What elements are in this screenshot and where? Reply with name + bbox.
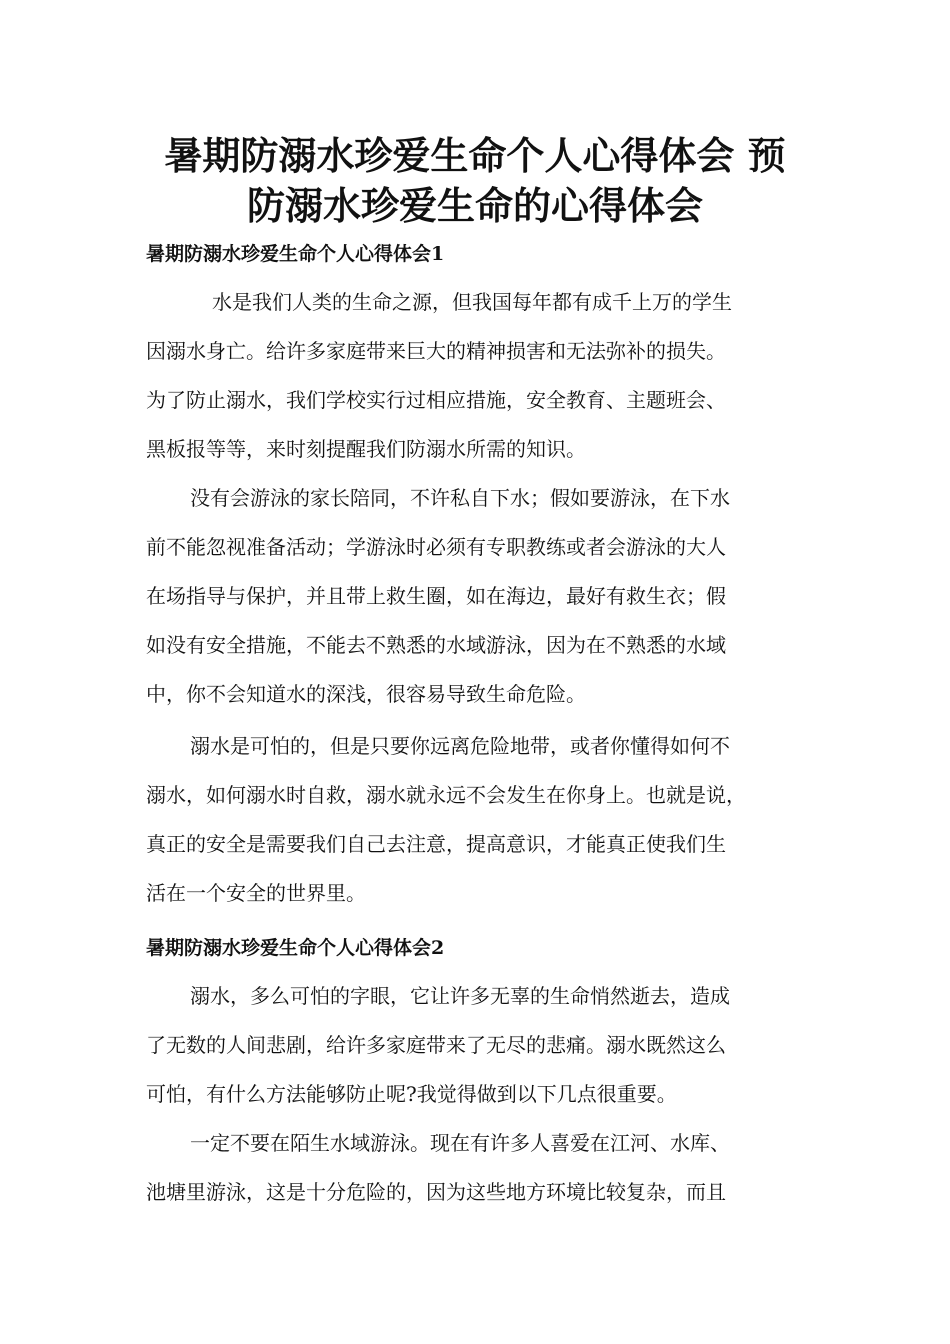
paragraph-line: 溺水，多么可怕的字眼，它让许多无辜的生命悄然逝去，造成 (190, 984, 730, 1008)
paragraph (146, 1119, 816, 1217)
paragraph-line: 溺水，如何溺水时自救，溺水就永远不会发生在你身上。也就是说， (146, 783, 746, 807)
section-heading: 暑期防溺水珍爱生命个人心得体会1 (146, 243, 445, 265)
paragraph-line: 中，你不会知道水的深浅，很容易导致生命危险。 (146, 682, 586, 706)
paragraph-line: 如没有安全措施，不能去不熟悉的水域游泳，因为在不熟悉的水域 (146, 633, 726, 657)
paragraph-line: 可怕，有什么方法能够防止呢?我觉得做到以下几点很重要。 (146, 1082, 677, 1106)
paragraph-line: 在场指导与保护，并且带上救生圈，如在海边，最好有救生衣；假 (146, 584, 726, 608)
paragraph-line: 因溺水身亡。给许多家庭带来巨大的精神损害和无法弥补的损失。 (146, 339, 726, 363)
paragraph-line: 水是我们人类的生命之源，但我国每年都有成千上万的学生 (212, 290, 732, 314)
paragraph (146, 474, 816, 719)
paragraph (146, 278, 816, 474)
paragraph-line: 一定不要在陌生水域游泳。现在有许多人喜爱在江河、水库、 (190, 1131, 730, 1155)
paragraph-line: 为了防止溺水，我们学校实行过相应措施，安全教育、主题班会、 (146, 388, 726, 412)
paragraph (146, 972, 816, 1119)
paragraph-line: 没有会游泳的家长陪同，不许私自下水；假如要游泳，在下水 (190, 486, 730, 510)
section-heading: 暑期防溺水珍爱生命个人心得体会2 (146, 937, 445, 959)
paragraph-line: 了无数的人间悲剧，给许多家庭带来了无尽的悲痛。溺水既然这么 (146, 1033, 726, 1057)
paragraph-line: 黑板报等等，来时刻提醒我们防溺水所需的知识。 (146, 437, 586, 461)
paragraph-line: 活在一个安全的世界里。 (146, 881, 366, 905)
paragraph-line: 前不能忽视准备活动；学游泳时必须有专职教练或者会游泳的大人 (146, 535, 726, 559)
paragraph-line: 池塘里游泳，这是十分危险的，因为这些地方环境比较复杂，而且 (146, 1180, 726, 1204)
paragraph-line: 真正的安全是需要我们自己去注意，提高意识，才能真正使我们生 (146, 832, 726, 856)
title-line: 防溺水珍爱生命的心得体会 (246, 184, 703, 228)
paragraph-line: 溺水是可怕的，但是只要你远离危险地带，或者你懂得如何不 (190, 734, 730, 758)
paragraph (146, 722, 816, 918)
title-line: 暑期防溺水珍爱生命个人心得体会 预 (164, 134, 786, 178)
document-title (130, 131, 820, 231)
